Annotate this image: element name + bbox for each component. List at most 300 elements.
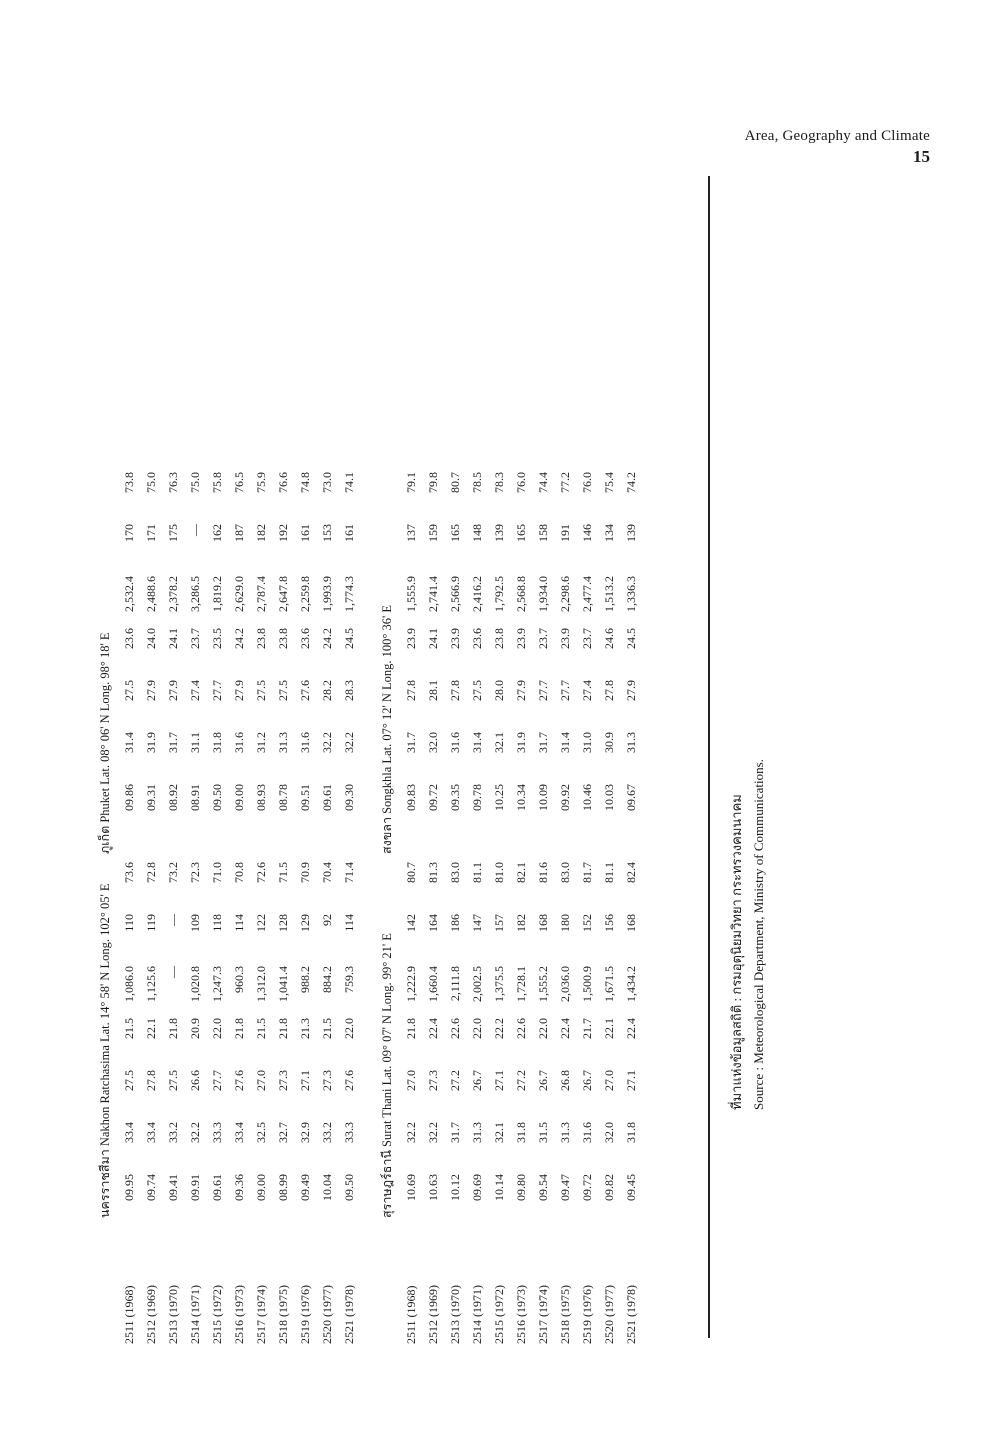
value-cell: 180 (558, 914, 572, 932)
table-row (422, 468, 444, 1348)
value-cell: 21.3 (298, 1018, 312, 1039)
value-cell: 27.9 (232, 680, 246, 701)
value-cell: 76.0 (580, 472, 594, 493)
value-cell: 78.5 (470, 472, 484, 493)
value-cell: 33.2 (166, 1122, 180, 1143)
value-cell: 110 (122, 914, 136, 932)
value-cell: 21.7 (580, 1018, 594, 1039)
value-cell: 32.9 (298, 1122, 312, 1143)
value-cell: 27.5 (166, 1070, 180, 1091)
value-cell: 1,792.5 (492, 576, 506, 612)
value-cell: 09.50 (210, 784, 224, 811)
value-cell: 114 (342, 914, 356, 932)
value-cell: 10.03 (602, 784, 616, 811)
value-cell: 09.80 (514, 1174, 528, 1201)
value-cell: 162 (210, 524, 224, 542)
table-row (206, 468, 228, 1348)
value-cell: 27.9 (624, 680, 638, 701)
value-cell: 22.6 (448, 1018, 462, 1039)
value-cell: 09.92 (558, 784, 572, 811)
value-cell: 168 (536, 914, 550, 932)
value-cell: 31.3 (276, 732, 290, 753)
value-cell: 152 (580, 914, 594, 932)
table-row (554, 468, 576, 1348)
value-cell: 31.7 (404, 732, 418, 753)
value-cell: 81.6 (536, 862, 550, 883)
value-cell: 21.5 (320, 1018, 334, 1039)
value-cell: 27.1 (624, 1070, 638, 1091)
source-note-thai: ที่มาแห่งข้อมูลสถิติ : กรมอุตุนิยมวิทยา กระทรวงคมนาคม (729, 794, 744, 1110)
vertical-rule (708, 176, 710, 1338)
value-cell: 884.2 (320, 966, 334, 993)
value-cell: 161 (298, 524, 312, 542)
value-cell: 24.2 (320, 628, 334, 649)
value-cell: 24.1 (426, 628, 440, 649)
value-cell: 82.4 (624, 862, 638, 883)
value-cell: 09.41 (166, 1174, 180, 1201)
value-cell: 23.9 (448, 628, 462, 649)
value-cell: 23.6 (470, 628, 484, 649)
value-cell: 27.6 (342, 1070, 356, 1091)
value-cell: 168 (624, 914, 638, 932)
value-cell: 31.4 (558, 732, 572, 753)
value-cell: 1,020.8 (188, 966, 202, 1002)
year-cell: 2517 (1974) (254, 1285, 268, 1344)
value-cell: 146 (580, 524, 594, 542)
value-cell: 09.78 (470, 784, 484, 811)
table-row (338, 468, 360, 1348)
value-cell: 09.54 (536, 1174, 550, 1201)
value-cell: 32.0 (602, 1122, 616, 1143)
value-cell: 31.8 (624, 1122, 638, 1143)
value-cell: 23.8 (492, 628, 506, 649)
value-cell: 75.8 (210, 472, 224, 493)
value-cell: 08.91 (188, 784, 202, 811)
table-row (488, 468, 510, 1348)
value-cell: 170 (122, 524, 136, 542)
value-cell: 22.1 (602, 1018, 616, 1039)
value-cell: 1,774.3 (342, 576, 356, 612)
value-cell: 31.0 (580, 732, 594, 753)
value-cell: 27.5 (254, 680, 268, 701)
value-cell: 171 (144, 524, 158, 542)
station-name: นครราชสีมา Nakhon Ratchasima Lat. 14° 58' N Long. 102° 05' E (98, 883, 112, 1218)
value-cell: 71.4 (342, 862, 356, 883)
value-cell: 70.4 (320, 862, 334, 883)
value-cell: 128 (276, 914, 290, 932)
value-cell: 142 (404, 914, 418, 932)
value-cell: 23.9 (514, 628, 528, 649)
table-row (444, 468, 466, 1348)
value-cell: 2,787.4 (254, 576, 268, 612)
value-cell: 09.74 (144, 1174, 158, 1201)
value-cell: 31.6 (448, 732, 462, 753)
value-cell: 1,819.2 (210, 576, 224, 612)
value-cell: 2,477.4 (580, 576, 594, 612)
value-cell: 31.3 (624, 732, 638, 753)
value-cell: 32.1 (492, 1122, 506, 1143)
year-cell: 2517 (1974) (536, 1285, 550, 1344)
value-cell: 33.4 (122, 1122, 136, 1143)
value-cell: 22.4 (426, 1018, 440, 1039)
value-cell: 182 (254, 524, 268, 542)
value-cell: 32.2 (426, 1122, 440, 1143)
value-cell: 109 (188, 914, 202, 932)
section-gap (360, 468, 374, 1348)
value-cell: 24.2 (232, 628, 246, 649)
value-cell: 2,566.9 (448, 576, 462, 612)
value-cell: 23.8 (276, 628, 290, 649)
value-cell: 2,532.4 (122, 576, 136, 612)
value-cell: 21.8 (404, 1018, 418, 1039)
year-cell: 2515 (1972) (210, 1285, 224, 1344)
year-cell: 2512 (1969) (144, 1285, 158, 1344)
value-cell: 191 (558, 524, 572, 542)
value-cell: 26.7 (536, 1070, 550, 1091)
value-cell: 119 (144, 914, 158, 932)
value-cell: 09.82 (602, 1174, 616, 1201)
table-row (400, 468, 422, 1348)
value-cell: 22.6 (514, 1018, 528, 1039)
value-cell: 21.8 (276, 1018, 290, 1039)
value-cell: 27.9 (514, 680, 528, 701)
value-cell: 31.9 (144, 732, 158, 753)
running-title: Area, Geography and Climate (744, 128, 930, 144)
value-cell: 27.8 (448, 680, 462, 701)
table-region (92, 168, 720, 1348)
value-cell: 134 (602, 524, 616, 542)
value-cell: 76.6 (276, 472, 290, 493)
value-cell: 24.5 (342, 628, 356, 649)
value-cell: 09.95 (122, 1174, 136, 1201)
value-cell: 22.0 (536, 1018, 550, 1039)
table-row (272, 468, 294, 1348)
value-cell: 73.0 (320, 472, 334, 493)
year-cell: 2512 (1969) (426, 1285, 440, 1344)
value-cell: 28.0 (492, 680, 506, 701)
table-row (118, 468, 140, 1348)
value-cell: 76.3 (166, 472, 180, 493)
value-cell: 31.4 (470, 732, 484, 753)
value-cell: 27.0 (254, 1070, 268, 1091)
table-row (576, 468, 598, 1348)
value-cell: 27.5 (470, 680, 484, 701)
source-note-english: Source : Meteorological Department, Ministry of Communications. (751, 759, 766, 1110)
table-row (250, 468, 272, 1348)
value-cell: 129 (298, 914, 312, 932)
value-cell: 27.7 (210, 680, 224, 701)
value-cell: 1,247.3 (210, 966, 224, 1002)
value-cell: 79.8 (426, 472, 440, 493)
value-cell: 10.25 (492, 784, 506, 811)
value-cell: 31.7 (536, 732, 550, 753)
value-cell: 21.8 (166, 1018, 180, 1039)
value-cell: 08.99 (276, 1174, 290, 1201)
value-cell: 31.4 (122, 732, 136, 753)
year-cell: 2521 (1978) (342, 1285, 356, 1344)
value-cell: 26.8 (558, 1070, 572, 1091)
value-cell: 1,222.9 (404, 966, 418, 1002)
value-cell: 31.7 (166, 732, 180, 753)
value-cell: 10.09 (536, 784, 550, 811)
value-cell: 2,568.8 (514, 576, 528, 612)
value-cell: 10.04 (320, 1174, 334, 1201)
table-row (620, 468, 642, 1348)
value-cell: 1,125.6 (144, 966, 158, 1002)
value-cell: 22.0 (470, 1018, 484, 1039)
value-cell: 3,286.5 (188, 576, 202, 612)
value-cell: 22.0 (210, 1018, 224, 1039)
value-cell: 24.6 (602, 628, 616, 649)
table-row (294, 468, 316, 1348)
value-cell: 73.2 (166, 862, 180, 883)
value-cell: 1,434.2 (624, 966, 638, 1002)
value-cell: 32.2 (320, 732, 334, 753)
value-cell: 186 (448, 914, 462, 932)
value-cell: 71.0 (210, 862, 224, 883)
value-cell: 20.9 (188, 1018, 202, 1039)
value-cell: 22.2 (492, 1018, 506, 1039)
value-cell: 27.0 (602, 1070, 616, 1091)
value-cell: 83.0 (558, 862, 572, 883)
value-cell: 23.7 (580, 628, 594, 649)
value-cell: 27.3 (276, 1070, 290, 1091)
value-cell: 2,036.0 (558, 966, 572, 1002)
value-cell: 09.30 (342, 784, 356, 811)
value-cell: 27.8 (404, 680, 418, 701)
value-cell: 72.8 (144, 862, 158, 883)
value-cell: 1,500.9 (580, 966, 594, 1002)
table-row (598, 468, 620, 1348)
value-cell: 33.4 (232, 1122, 246, 1143)
value-cell: 1,993.9 (320, 576, 334, 612)
value-cell: 2,741.4 (426, 576, 440, 612)
value-cell: 09.50 (342, 1174, 356, 1201)
value-cell: 139 (624, 524, 638, 542)
value-cell: 09.61 (320, 784, 334, 811)
value-cell: 77.2 (558, 472, 572, 493)
value-cell: 08.92 (166, 784, 180, 811)
value-cell: 24.5 (624, 628, 638, 649)
station-header-row (374, 468, 400, 1348)
value-cell: 33.2 (320, 1122, 334, 1143)
value-cell: 81.7 (580, 862, 594, 883)
value-cell: 27.1 (492, 1070, 506, 1091)
value-cell: 21.5 (122, 1018, 136, 1039)
table-row (228, 468, 250, 1348)
value-cell: 09.72 (580, 1174, 594, 1201)
value-cell: 23.6 (122, 628, 136, 649)
value-cell: 165 (448, 524, 462, 542)
value-cell: 137 (404, 524, 418, 542)
value-cell: 26.7 (470, 1070, 484, 1091)
value-cell: 2,647.8 (276, 576, 290, 612)
value-cell: 23.5 (210, 628, 224, 649)
station-name: ภูเก็ต Phuket Lat. 08° 06' N Long. 98° 18' E (98, 632, 112, 854)
year-cell: 2519 (1976) (580, 1285, 594, 1344)
value-cell: 27.3 (320, 1070, 334, 1091)
value-cell: 23.7 (536, 628, 550, 649)
value-cell: 27.9 (166, 680, 180, 701)
value-cell: 70.9 (298, 862, 312, 883)
value-cell: 27.5 (122, 680, 136, 701)
station-name: สงขลา Songkhla Lat. 07° 12' N Long. 100° 36' E (380, 604, 394, 854)
value-cell: 118 (210, 914, 224, 932)
station-name: สุราษฎร์ธานี Surat Thani Lat. 09° 07' N Long. 99° 21' E (380, 933, 394, 1218)
value-cell: 31.8 (210, 732, 224, 753)
value-cell: 71.5 (276, 862, 290, 883)
value-cell: 182 (514, 914, 528, 932)
value-cell: 27.3 (426, 1070, 440, 1091)
value-cell: — (166, 966, 180, 978)
value-cell: 27.6 (232, 1070, 246, 1091)
value-cell: 10.69 (404, 1174, 418, 1201)
page-number: 15 (913, 147, 930, 166)
value-cell: 114 (232, 914, 246, 932)
value-cell: 2,298.6 (558, 576, 572, 612)
value-cell: 988.2 (298, 966, 312, 993)
value-cell: 23.6 (298, 628, 312, 649)
value-cell: 83.0 (448, 862, 462, 883)
value-cell: 09.86 (122, 784, 136, 811)
value-cell: 27.8 (602, 680, 616, 701)
value-cell: 2,111.8 (448, 966, 462, 1002)
value-cell: 81.1 (602, 862, 616, 883)
year-cell: 2520 (1977) (602, 1285, 616, 1344)
value-cell: 27.2 (448, 1070, 462, 1091)
value-cell: 27.4 (188, 680, 202, 701)
value-cell: 153 (320, 524, 334, 542)
value-cell: 81.3 (426, 862, 440, 883)
value-cell: 09.47 (558, 1174, 572, 1201)
value-cell: 82.1 (514, 862, 528, 883)
value-cell: 122 (254, 914, 268, 932)
year-cell: 2514 (1971) (188, 1285, 202, 1344)
value-cell: 09.69 (470, 1174, 484, 1201)
value-cell: 75.4 (602, 472, 616, 493)
table-row (532, 468, 554, 1348)
value-cell: 78.3 (492, 472, 506, 493)
climate-table (92, 468, 642, 1348)
value-cell: 10.12 (448, 1174, 462, 1201)
value-cell: 26.6 (188, 1070, 202, 1091)
value-cell: 73.6 (122, 862, 136, 883)
year-cell: 2513 (1970) (166, 1285, 180, 1344)
year-cell: 2511 (1968) (404, 1285, 418, 1344)
value-cell: 24.0 (144, 628, 158, 649)
year-cell: 2515 (1972) (492, 1285, 506, 1344)
value-cell: 80.7 (448, 472, 462, 493)
value-cell: 21.5 (254, 1018, 268, 1039)
value-cell: 22.0 (342, 1018, 356, 1039)
value-cell: 09.00 (254, 1174, 268, 1201)
value-cell: 09.51 (298, 784, 312, 811)
value-cell: 27.7 (210, 1070, 224, 1091)
value-cell: 27.1 (298, 1070, 312, 1091)
value-cell: 75.0 (144, 472, 158, 493)
year-cell: 2521 (1978) (624, 1285, 638, 1344)
value-cell: — (166, 914, 180, 926)
value-cell: 74.1 (342, 472, 356, 493)
value-cell: 147 (470, 914, 484, 932)
value-cell: 27.2 (514, 1070, 528, 1091)
value-cell: 08.93 (254, 784, 268, 811)
value-cell: 27.0 (404, 1070, 418, 1091)
value-cell: 27.5 (122, 1070, 136, 1091)
value-cell: 09.91 (188, 1174, 202, 1201)
value-cell: 1,671.5 (602, 966, 616, 1002)
value-cell: 159 (426, 524, 440, 542)
table-row (140, 468, 162, 1348)
value-cell: 28.3 (342, 680, 356, 701)
value-cell: 75.0 (188, 472, 202, 493)
value-cell: 2,629.0 (232, 576, 246, 612)
station-header-row (92, 468, 118, 1348)
value-cell: 32.7 (276, 1122, 290, 1143)
value-cell: — (188, 524, 202, 536)
table-row (184, 468, 206, 1348)
value-cell: 72.6 (254, 862, 268, 883)
value-cell: 74.8 (298, 472, 312, 493)
value-cell: 139 (492, 524, 506, 542)
value-cell: 22.4 (624, 1018, 638, 1039)
value-cell: 2,378.2 (166, 576, 180, 612)
value-cell: 09.72 (426, 784, 440, 811)
year-cell: 2519 (1976) (298, 1285, 312, 1344)
value-cell: 72.3 (188, 862, 202, 883)
table-row (510, 468, 532, 1348)
year-cell: 2516 (1973) (514, 1285, 528, 1344)
value-cell: 09.35 (448, 784, 462, 811)
value-cell: 10.34 (514, 784, 528, 811)
value-cell: 32.2 (404, 1122, 418, 1143)
value-cell: 76.5 (232, 472, 246, 493)
value-cell: 09.49 (298, 1174, 312, 1201)
value-cell: 32.1 (492, 732, 506, 753)
table-row (162, 468, 184, 1348)
value-cell: 30.9 (602, 732, 616, 753)
page-header (745, 128, 930, 167)
value-cell: 33.4 (144, 1122, 158, 1143)
value-cell: 31.2 (254, 732, 268, 753)
year-cell: 2518 (1975) (558, 1285, 572, 1344)
value-cell: 23.8 (254, 628, 268, 649)
value-cell: 10.14 (492, 1174, 506, 1201)
value-cell: 27.8 (144, 1070, 158, 1091)
value-cell: 74.4 (536, 472, 550, 493)
value-cell: 09.31 (144, 784, 158, 811)
value-cell: 26.7 (580, 1070, 594, 1091)
value-cell: 31.1 (188, 732, 202, 753)
value-cell: 22.1 (144, 1018, 158, 1039)
value-cell: 10.63 (426, 1174, 440, 1201)
value-cell: 24.1 (166, 628, 180, 649)
value-cell: 27.9 (144, 680, 158, 701)
rotated-table-wrapper (92, 168, 720, 1348)
value-cell: 175 (166, 524, 180, 542)
value-cell: 09.36 (232, 1174, 246, 1201)
value-cell: 960.3 (232, 966, 246, 993)
value-cell: 31.7 (448, 1122, 462, 1143)
value-cell: 148 (470, 524, 484, 542)
value-cell: 164 (426, 914, 440, 932)
source-notes-rotated (726, 470, 786, 1110)
value-cell: 31.9 (514, 732, 528, 753)
value-cell: 33.3 (210, 1122, 224, 1143)
source-notes (726, 470, 786, 1110)
value-cell: 31.3 (470, 1122, 484, 1143)
value-cell: 27.7 (536, 680, 550, 701)
